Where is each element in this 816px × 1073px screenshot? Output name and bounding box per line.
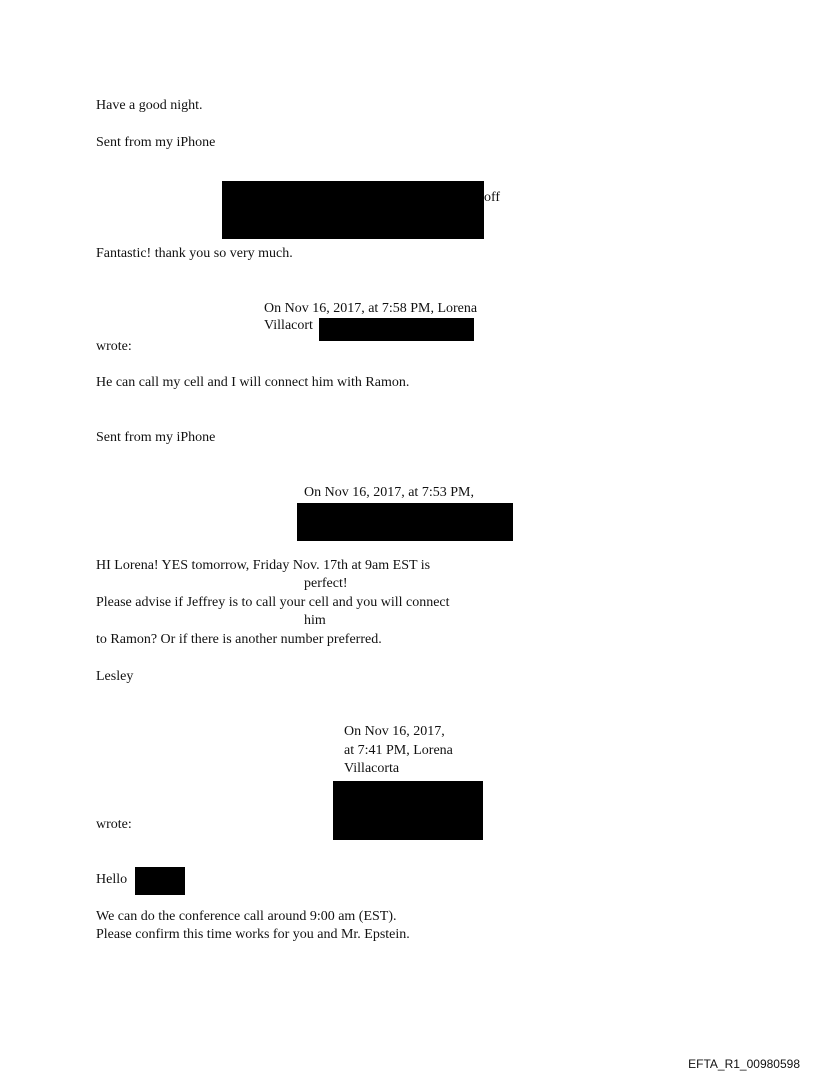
fantastic-text: Fantastic! thank you so very much. [96, 246, 293, 261]
sent-from-iphone-2: Sent from my iPhone [96, 430, 216, 445]
conference-line-2: Please confirm this time works for you and Mr. Epstein. [96, 927, 410, 942]
reply-header-1-line2: Villacort [264, 318, 313, 333]
conference-line-1: We can do the conference call around 9:00 am (EST). [96, 909, 397, 924]
reply-line-1: HI Lorena! YES tomorrow, Friday Nov. 17th at 9am EST is [96, 558, 431, 573]
sent-from-iphone-1: Sent from my iPhone [96, 135, 216, 150]
hello-text: Hello [96, 872, 128, 887]
document-id-footer: EFTA_R1_00980598 [688, 1057, 800, 1071]
redacted-header-tail: off [484, 190, 501, 205]
reply-header-1-line1: On Nov 16, 2017, at 7:58 PM, Lorena [264, 301, 478, 316]
reply-header-3-line2: at 7:41 PM, Lorena [344, 743, 453, 758]
redaction-block-1 [222, 181, 484, 239]
signature-text: Lesley [96, 669, 134, 684]
redaction-block-5 [135, 867, 185, 895]
redaction-block-4 [333, 781, 483, 840]
reply-header-1-wrote: wrote: [96, 339, 132, 354]
goodnight-text: Have a good night. [96, 98, 203, 113]
reply-header-2-line1: On Nov 16, 2017, at 7:53 PM, [304, 485, 474, 500]
redaction-block-2 [319, 318, 474, 341]
reply-line-2: perfect! [304, 576, 348, 591]
reply-header-3-wrote: wrote: [96, 817, 132, 832]
reply-line-4: him [304, 613, 326, 628]
reply-line-3: Please advise if Jeffrey is to call your cell and you will connect [96, 595, 450, 610]
reply-line-5: to Ramon? Or if there is another number preferred. [96, 632, 382, 647]
reply-header-3-line3: Villacorta [344, 761, 400, 776]
reply-header-3-line1: On Nov 16, 2017, [344, 724, 445, 739]
call-my-cell-text: He can call my cell and I will connect him with Ramon. [96, 375, 410, 390]
redaction-block-3 [297, 503, 513, 541]
